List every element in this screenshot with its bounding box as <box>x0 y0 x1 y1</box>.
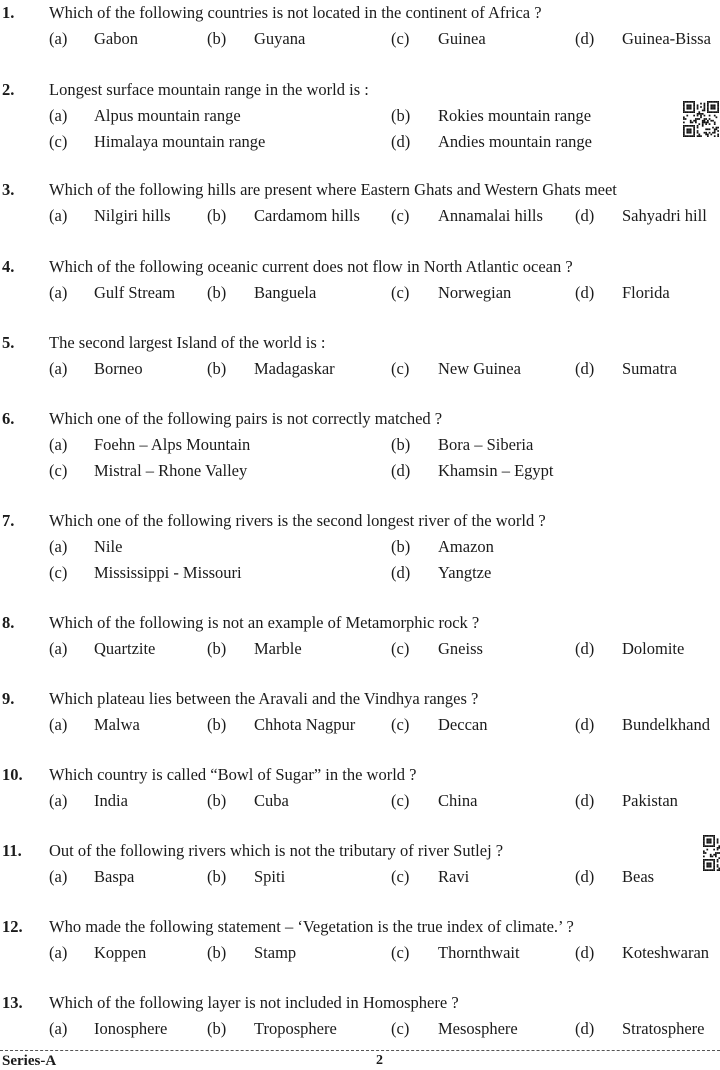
question-number: 9. <box>2 689 15 708</box>
option-label: (a) <box>49 715 68 734</box>
option-label: (a) <box>49 639 68 658</box>
option-text: Dolomite <box>622 639 685 658</box>
question-12 <box>0 914 720 966</box>
option-label: (b) <box>207 283 227 302</box>
qr-code-icon <box>703 835 720 871</box>
question-number: 13. <box>2 993 23 1012</box>
option-label: (c) <box>391 206 410 225</box>
option-label: (d) <box>575 29 595 48</box>
option-text: Sumatra <box>622 359 677 378</box>
question-4 <box>0 254 720 306</box>
option-text: Bundelkhand <box>622 715 710 734</box>
option-text: Cardamom hills <box>254 206 360 225</box>
option-text: Bora – Siberia <box>438 435 534 454</box>
qr-code-icon <box>683 101 719 137</box>
option-text: Chhota Nagpur <box>254 715 356 734</box>
option-text: Florida <box>622 283 670 302</box>
option-text: Guyana <box>254 29 306 48</box>
option-text: Norwegian <box>438 283 512 302</box>
option-label: (a) <box>49 359 68 378</box>
question-number: 7. <box>2 511 15 530</box>
question-1 <box>0 0 720 52</box>
option-label: (d) <box>575 1019 595 1038</box>
question-13 <box>0 990 720 1042</box>
option-label: (d) <box>575 867 595 886</box>
option-label: (a) <box>49 206 68 225</box>
option-text: Beas <box>622 867 655 886</box>
question-text: The second largest Island of the world is : <box>49 333 326 352</box>
option-text: Ionosphere <box>94 1019 168 1038</box>
question-5 <box>0 330 720 382</box>
question-text: Which of the following hills are present where Eastern Ghats and Western Ghats meet <box>49 180 617 199</box>
option-text: Mistral – Rhone Valley <box>94 461 248 480</box>
option-text: Quartzite <box>94 639 156 658</box>
question-text: Out of the following rivers which is not the tributary of river Sutlej ? <box>49 841 504 860</box>
option-text: Cuba <box>254 791 289 810</box>
option-label: (c) <box>391 639 410 658</box>
question-number: 1. <box>2 3 15 22</box>
option-text: Troposphere <box>254 1019 337 1038</box>
option-text: China <box>438 791 478 810</box>
option-label: (b) <box>391 537 411 556</box>
question-8 <box>0 610 720 662</box>
question-text: Which one of the following pairs is not correctly matched ? <box>49 409 443 428</box>
option-label: (d) <box>575 283 595 302</box>
question-text: Which of the following layer is not included in Homosphere ? <box>49 993 459 1012</box>
question-text: Which plateau lies between the Aravali and the Vindhya ranges ? <box>49 689 479 708</box>
option-label: (a) <box>49 791 68 810</box>
option-text: Madagaskar <box>254 359 335 378</box>
option-label: (b) <box>391 106 411 125</box>
option-text: Pakistan <box>622 791 678 810</box>
option-label: (a) <box>49 106 68 125</box>
option-label: (b) <box>207 1019 227 1038</box>
option-text: Banguela <box>254 283 317 302</box>
question-text: Which of the following countries is not located in the continent of Africa ? <box>49 3 542 22</box>
question-9 <box>0 686 720 738</box>
option-label: (b) <box>207 359 227 378</box>
option-label: (b) <box>207 715 227 734</box>
option-label: (b) <box>207 639 227 658</box>
option-label: (c) <box>391 943 410 962</box>
question-number: 6. <box>2 409 15 428</box>
option-text: Stratosphere <box>622 1019 705 1038</box>
question-number: 8. <box>2 613 15 632</box>
question-text: Which country is called “Bowl of Sugar” in the world ? <box>49 765 417 784</box>
question-number: 10. <box>2 765 23 784</box>
option-text: Spiti <box>254 867 286 886</box>
option-text: Baspa <box>94 867 135 886</box>
option-label: (a) <box>49 867 68 886</box>
option-text: Rokies mountain range <box>438 106 592 125</box>
option-text: Mesosphere <box>438 1019 518 1038</box>
question-text: Longest surface mountain range in the world is : <box>49 80 369 99</box>
option-label: (b) <box>207 29 227 48</box>
question-11 <box>0 838 720 890</box>
question-number: 2. <box>2 80 15 99</box>
option-label: (c) <box>391 1019 410 1038</box>
option-text: Malwa <box>94 715 140 734</box>
option-text: Andies mountain range <box>438 132 592 151</box>
option-text: Ravi <box>438 867 470 886</box>
option-label: (b) <box>207 943 227 962</box>
question-number: 5. <box>2 333 15 352</box>
option-label: (b) <box>391 435 411 454</box>
option-label: (d) <box>575 206 595 225</box>
option-text: Guinea <box>438 29 486 48</box>
option-label: (c) <box>49 461 68 480</box>
option-label: (c) <box>49 132 68 151</box>
option-text: Nile <box>94 537 123 556</box>
option-text: Khamsin – Egypt <box>438 461 554 480</box>
option-text: Himalaya mountain range <box>94 132 266 151</box>
option-text: Alpus mountain range <box>94 106 241 125</box>
option-label: (d) <box>575 715 595 734</box>
option-text: Nilgiri hills <box>94 206 171 225</box>
option-text: Marble <box>254 639 302 658</box>
question-6 <box>0 406 720 484</box>
option-text: Amazon <box>438 537 494 556</box>
option-label: (a) <box>49 283 68 302</box>
page-number: 2 <box>376 1053 383 1068</box>
option-text: Koteshwaran <box>622 943 710 962</box>
option-text: India <box>94 791 128 810</box>
option-label: (d) <box>391 461 411 480</box>
option-label: (c) <box>391 29 410 48</box>
option-label: (a) <box>49 943 68 962</box>
option-text: Yangtze <box>438 563 492 582</box>
question-text: Which of the following oceanic current does not flow in North Atlantic ocean ? <box>49 257 573 276</box>
option-label: (b) <box>207 791 227 810</box>
option-text: Gneiss <box>438 639 483 658</box>
question-number: 4. <box>2 257 15 276</box>
option-label: (c) <box>391 867 410 886</box>
option-label: (a) <box>49 435 68 454</box>
option-text: Sahyadri hill <box>622 206 707 225</box>
option-label: (c) <box>391 715 410 734</box>
option-label: (c) <box>391 791 410 810</box>
question-number: 11. <box>2 841 22 860</box>
question-7 <box>0 508 720 586</box>
footer-divider <box>0 1050 720 1051</box>
option-label: (c) <box>49 563 68 582</box>
option-label: (d) <box>575 359 595 378</box>
option-label: (d) <box>575 639 595 658</box>
option-text: Thornthwait <box>438 943 520 962</box>
question-text: Which one of the following rivers is the second longest river of the world ? <box>49 511 546 530</box>
option-text: Guinea-Bissa <box>622 29 711 48</box>
option-text: Annamalai hills <box>438 206 543 225</box>
option-text: Koppen <box>94 943 147 962</box>
option-label: (d) <box>575 943 595 962</box>
option-label: (b) <box>207 867 227 886</box>
option-label: (a) <box>49 1019 68 1038</box>
option-label: (c) <box>391 283 410 302</box>
option-text: Stamp <box>254 943 297 962</box>
option-label: (a) <box>49 29 68 48</box>
option-label: (b) <box>207 206 227 225</box>
option-text: Deccan <box>438 715 488 734</box>
option-text: Mississippi - Missouri <box>94 563 242 582</box>
option-label: (d) <box>391 132 411 151</box>
option-text: Gabon <box>94 29 138 48</box>
option-label: (c) <box>391 359 410 378</box>
question-text: Which of the following is not an example of Metamorphic rock ? <box>49 613 480 632</box>
option-text: Borneo <box>94 359 143 378</box>
option-text: Gulf Stream <box>94 283 176 302</box>
option-text: Foehn – Alps Mountain <box>94 435 251 454</box>
question-2 <box>0 77 720 155</box>
question-10 <box>0 762 720 814</box>
question-3 <box>0 177 720 229</box>
question-number: 12. <box>2 917 23 936</box>
option-label: (d) <box>575 791 595 810</box>
series-label: Series-A <box>2 1053 57 1069</box>
option-label: (a) <box>49 537 68 556</box>
question-text: Who made the following statement – ‘Vegetation is the true index of climate.’ ? <box>49 917 574 936</box>
question-number: 3. <box>2 180 15 199</box>
option-label: (d) <box>391 563 411 582</box>
option-text: New Guinea <box>438 359 521 378</box>
